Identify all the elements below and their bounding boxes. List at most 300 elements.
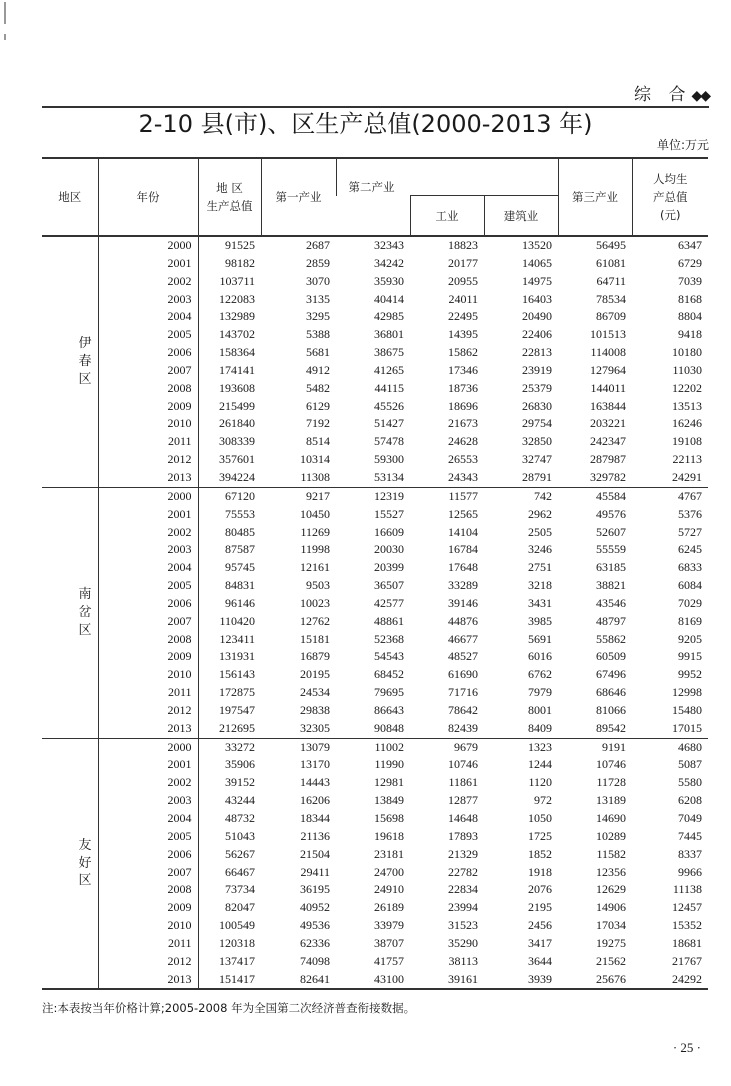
cell-industry: 44876 [448,613,478,628]
table-row [42,971,708,990]
cell-tertiary: 114008 [590,345,626,360]
cell-per-capita: 4767 [678,488,702,503]
section-label [634,80,709,105]
page-number: · 25 · [672,1040,701,1055]
cell-year: 2009 [98,899,198,917]
cell-primary: 3135 [306,291,330,306]
cell-gdp: 56267 [225,846,255,861]
table-row [42,881,708,899]
cell-per-capita: 12202 [672,380,702,395]
cell-gdp: 357601 [219,452,255,467]
cell-per-capita: 8804 [678,309,702,324]
header-primary: 第一产业 [261,158,336,236]
cell-primary: 10023 [300,595,330,610]
cell-secondary: 36507 [374,578,404,593]
cell-year: 2012 [98,451,198,469]
cell-industry: 18736 [448,380,478,395]
cell-year: 2005 [98,577,198,595]
cell-tertiary: 25676 [596,971,626,986]
cell-construction: 16403 [522,291,552,306]
cell-secondary: 15698 [374,811,404,825]
cell-primary: 21504 [300,846,330,861]
cell-secondary: 38707 [374,935,404,950]
cell-construction: 1918 [528,864,552,879]
header-region: 地区 [42,158,98,236]
cell-year: 2008 [98,380,198,398]
table-row [42,631,708,649]
cell-per-capita: 12457 [672,900,702,915]
header-secondary: 第二产业 [336,158,410,196]
cell-secondary: 40414 [374,291,404,306]
cell-primary: 5482 [306,380,330,395]
diamond-icon: ◆◆ [691,88,709,104]
cell-secondary: 24700 [374,864,404,879]
cell-year: 2004 [98,810,198,828]
cell-secondary: 57478 [374,434,404,449]
cell-tertiary: 11728 [596,775,626,790]
cell-primary: 49536 [300,918,330,933]
cell-per-capita: 16246 [672,416,702,431]
table-row [42,720,708,738]
cell-construction: 742 [534,488,552,503]
cell-gdp: 51043 [225,828,255,843]
cell-year: 2011 [98,684,198,702]
cell-construction: 23919 [522,362,552,377]
cell-primary: 8514 [306,434,330,449]
cell-secondary: 79695 [374,685,404,700]
cell-secondary: 12981 [374,775,404,790]
table-row [42,326,708,344]
cell-year: 2010 [98,666,198,684]
cell-year: 2009 [98,398,198,416]
cell-primary: 16879 [300,649,330,664]
table-row [42,487,708,505]
cell-construction: 28791 [522,469,552,484]
cell-per-capita: 17015 [672,720,702,735]
cell-year: 2006 [98,595,198,613]
cell-industry: 17346 [448,362,478,377]
cell-industry: 61690 [448,667,478,682]
cell-tertiary: 64711 [596,273,626,288]
cell-gdp: 91525 [225,238,255,252]
cell-per-capita: 8337 [678,846,702,861]
unit-label: 单位:万元 [656,138,709,152]
cell-per-capita: 8168 [678,291,702,306]
cell-year: 2001 [98,506,198,524]
cell-primary: 11998 [300,542,330,557]
table-row [42,469,708,487]
cell-tertiary: 144011 [590,380,626,395]
cell-construction: 8409 [528,720,552,735]
table-row [42,864,708,882]
cell-tertiary: 19275 [596,935,626,950]
table-row [42,792,708,810]
cell-primary: 13079 [300,739,330,754]
cell-industry: 14104 [448,524,478,539]
cell-gdp: 75553 [225,506,255,521]
cell-gdp: 212695 [219,720,255,735]
header-secondary-blank [336,196,410,236]
cell-gdp: 120318 [219,935,255,950]
cell-construction: 1323 [528,739,552,754]
cell-industry: 21329 [448,846,478,861]
table-row [42,774,708,792]
cell-gdp: 84831 [225,578,255,593]
cell-construction: 3431 [528,595,552,610]
cell-secondary: 12319 [374,488,404,503]
cell-tertiary: 55862 [596,631,626,646]
cell-construction: 2456 [528,918,552,933]
cell-secondary: 11002 [374,739,404,754]
cell-industry: 31523 [448,918,478,933]
cell-primary: 12161 [300,560,330,575]
cell-per-capita: 24291 [672,469,702,484]
cell-tertiary: 163844 [590,398,626,413]
cell-industry: 78642 [448,702,478,717]
cell-year: 2006 [98,846,198,864]
cell-tertiary: 101513 [590,327,626,342]
cell-year: 2007 [98,362,198,380]
cell-secondary: 19618 [374,828,404,843]
table-row [42,828,708,846]
cell-construction: 2195 [528,900,552,915]
cell-industry: 22782 [448,864,478,879]
cell-year: 2003 [98,541,198,559]
cell-secondary: 52368 [374,631,404,646]
cell-industry: 22834 [448,882,478,897]
cell-secondary: 45526 [374,398,404,413]
cell-industry: 17648 [448,560,478,575]
cell-tertiary: 9191 [602,739,626,754]
cell-year: 2011 [98,935,198,953]
cell-primary: 24534 [300,685,330,700]
cell-secondary: 13849 [374,793,404,808]
cell-industry: 82439 [448,720,478,735]
cell-primary: 36195 [300,882,330,897]
cell-gdp: 35906 [225,757,255,772]
table-row [42,846,708,864]
cell-per-capita: 24292 [672,971,702,986]
cell-year: 2002 [98,774,198,792]
cell-gdp: 197547 [219,702,255,717]
cell-per-capita: 6245 [678,542,702,557]
table-row [42,541,708,559]
table-row [42,291,708,309]
cell-tertiary: 43546 [596,595,626,610]
cell-per-capita: 5580 [678,775,702,790]
cell-year: 2005 [98,326,198,344]
cell-primary: 9217 [306,488,330,503]
cell-industry: 18696 [448,398,478,413]
page-title: 2-10 县(市)、区生产总值(2000-2013 年) [138,110,593,139]
cell-primary: 40952 [300,900,330,915]
cell-per-capita: 4680 [678,739,702,754]
cell-gdp: 110420 [219,613,255,628]
cell-year: 2001 [98,756,198,774]
cell-construction: 13520 [522,238,552,252]
cell-construction: 972 [534,793,552,808]
cell-gdp: 33272 [225,739,255,754]
cell-construction: 1852 [528,846,552,861]
cell-primary: 13170 [300,757,330,772]
cell-primary: 21136 [300,828,330,843]
cell-tertiary: 48797 [596,613,626,628]
cell-gdp: 151417 [219,971,255,986]
table-row [42,595,708,613]
scan-edge-mark [4,2,6,24]
cell-tertiary: 55559 [596,542,626,557]
cell-year: 2010 [98,917,198,935]
cell-gdp: 123411 [219,631,255,646]
cell-primary: 4912 [306,362,330,377]
table-row [42,810,708,828]
cell-year: 2012 [98,702,198,720]
cell-secondary: 42985 [374,309,404,324]
region-name: 南 岔 区 [42,487,98,738]
cell-primary: 15181 [300,631,330,646]
cell-construction: 25379 [522,380,552,395]
cell-tertiary: 60509 [596,649,626,664]
cell-industry: 46677 [448,631,478,646]
cell-industry: 24628 [448,434,478,449]
table-row [42,398,708,416]
header-tertiary: 第三产业 [558,158,632,236]
cell-gdp: 95745 [225,560,255,575]
table-row [42,899,708,917]
cell-construction: 3985 [528,613,552,628]
cell-industry: 39161 [448,971,478,986]
cell-per-capita: 6729 [678,255,702,270]
header-per-capita: 人均生 产总值 (元) [632,158,708,236]
cell-secondary: 68452 [374,667,404,682]
cell-primary: 62336 [300,935,330,950]
table-row [42,362,708,380]
cell-construction: 7979 [528,685,552,700]
cell-industry: 11861 [448,775,478,790]
cell-industry: 20955 [448,273,478,288]
cell-construction: 1725 [528,828,552,843]
cell-construction: 14975 [522,273,552,288]
cell-industry: 21673 [448,416,478,431]
cell-secondary: 48861 [374,613,404,628]
cell-tertiary: 61081 [596,255,626,270]
cell-secondary: 53134 [374,469,404,484]
table-row [42,666,708,684]
cell-per-capita: 5087 [678,757,702,772]
cell-secondary: 54543 [374,649,404,664]
table-note: 注:本表按当年价格计算;2005-2008 年为全国第二次经济普查衔接数据。 [42,1001,416,1015]
cell-per-capita: 7049 [678,811,702,825]
header-gdp: 地 区 生产总值 [198,158,261,236]
cell-tertiary: 10746 [596,757,626,772]
cell-secondary: 34242 [374,255,404,270]
cell-construction: 29754 [522,416,552,431]
table-row [42,524,708,542]
cell-construction: 2505 [528,524,552,539]
table-row [42,433,708,451]
table-row [42,702,708,720]
cell-secondary: 33979 [374,918,404,933]
cell-industry: 10746 [448,757,478,772]
cell-secondary: 41265 [374,362,404,377]
cell-year: 2005 [98,828,198,846]
cell-construction: 3218 [528,578,552,593]
cell-year: 2002 [98,524,198,542]
cell-industry: 12877 [448,793,478,808]
cell-construction: 32850 [522,434,552,449]
table-row [42,684,708,702]
cell-tertiary: 63185 [596,560,626,575]
cell-primary: 29411 [300,864,330,879]
cell-industry: 11577 [448,488,478,503]
cell-primary: 2859 [306,255,330,270]
section-header [42,60,709,108]
gdp-table [42,157,708,990]
table-row [42,756,708,774]
table-row [42,738,708,756]
cell-construction: 3939 [528,971,552,986]
table-row [42,255,708,273]
cell-per-capita: 15480 [672,702,702,717]
cell-gdp: 100549 [219,918,255,933]
cell-secondary: 90848 [374,720,404,735]
table-row [42,308,708,326]
cell-construction: 20490 [522,309,552,324]
cell-per-capita: 6084 [678,578,702,593]
cell-construction: 14065 [522,255,552,270]
cell-secondary: 15527 [374,506,404,521]
cell-per-capita: 18681 [672,935,702,950]
cell-construction: 5691 [528,631,552,646]
cell-secondary: 86643 [374,702,404,717]
cell-year: 2000 [98,236,198,255]
cell-tertiary: 329782 [590,469,626,484]
cell-gdp: 87587 [225,542,255,557]
cell-secondary: 24910 [374,882,404,897]
cell-industry: 14395 [448,327,478,342]
cell-per-capita: 11030 [672,362,702,377]
cell-year: 2013 [98,720,198,738]
cell-gdp: 215499 [219,398,255,413]
cell-construction: 6762 [528,667,552,682]
cell-primary: 12762 [300,613,330,628]
cell-industry: 48527 [448,649,478,664]
cell-gdp: 394224 [219,469,255,484]
cell-per-capita: 11138 [672,882,702,897]
cell-gdp: 73734 [225,882,255,897]
cell-primary: 10314 [300,452,330,467]
region-block [42,487,708,738]
cell-tertiary: 11582 [596,846,626,861]
cell-gdp: 172875 [219,685,255,700]
cell-per-capita: 10180 [672,345,702,360]
cell-tertiary: 12356 [596,864,626,879]
cell-tertiary: 49576 [596,506,626,521]
cell-industry: 26553 [448,452,478,467]
cell-year: 2013 [98,971,198,990]
cell-industry: 23994 [448,900,478,915]
cell-industry: 24343 [448,469,478,484]
cell-industry: 14648 [448,811,478,825]
cell-gdp: 122083 [219,291,255,306]
cell-construction: 1244 [528,757,552,772]
cell-primary: 9503 [306,578,330,593]
cell-construction: 3246 [528,542,552,557]
cell-tertiary: 203221 [590,416,626,431]
cell-gdp: 174141 [219,362,255,377]
cell-year: 2004 [98,559,198,577]
cell-gdp: 193608 [219,380,255,395]
cell-primary: 10450 [300,506,330,521]
cell-industry: 18823 [448,238,478,252]
table-row [42,451,708,469]
cell-industry: 15862 [448,345,478,360]
cell-primary: 3295 [306,309,330,324]
cell-tertiary: 81066 [596,702,626,717]
cell-year: 2003 [98,792,198,810]
table-row [42,917,708,935]
cell-construction: 6016 [528,649,552,664]
cell-primary: 3070 [306,273,330,288]
cell-gdp: 308339 [219,434,255,449]
cell-gdp: 80485 [225,524,255,539]
cell-secondary: 32343 [374,238,404,252]
cell-construction: 2076 [528,882,552,897]
cell-primary: 11269 [300,524,330,539]
header-secondary-span [410,158,558,196]
cell-per-capita: 9915 [678,649,702,664]
cell-secondary: 36801 [374,327,404,342]
cell-secondary: 41757 [374,953,404,968]
region-block [42,236,708,487]
cell-construction: 3417 [528,935,552,950]
cell-primary: 5388 [306,327,330,342]
cell-primary: 74098 [300,953,330,968]
cell-construction: 26830 [522,398,552,413]
cell-per-capita: 9966 [678,864,702,879]
cell-secondary: 44115 [374,380,404,395]
cell-primary: 11308 [300,469,330,484]
cell-secondary: 20030 [374,542,404,557]
cell-per-capita: 22113 [672,452,702,467]
cell-gdp: 156143 [219,667,255,682]
cell-per-capita: 5727 [678,524,702,539]
cell-primary: 6129 [306,398,330,413]
cell-primary: 32305 [300,720,330,735]
cell-per-capita: 21767 [672,953,702,968]
table-row [42,935,708,953]
table-row [42,506,708,524]
cell-year: 2002 [98,273,198,291]
cell-primary: 7192 [306,416,330,431]
scan-edge-mark [4,34,6,40]
cell-tertiary: 13189 [596,793,626,808]
table-row [42,648,708,666]
cell-tertiary: 86709 [596,309,626,324]
cell-construction: 2962 [528,506,552,521]
cell-year: 2008 [98,631,198,649]
cell-gdp: 67120 [225,488,255,503]
cell-year: 2000 [98,738,198,756]
cell-primary: 5681 [306,345,330,360]
cell-gdp: 96146 [225,595,255,610]
cell-industry: 71716 [448,685,478,700]
cell-secondary: 38675 [374,345,404,360]
cell-per-capita: 5376 [678,506,702,521]
section-label-text: 综 合 [634,85,692,105]
cell-per-capita: 15352 [672,918,702,933]
cell-secondary: 23181 [374,846,404,861]
